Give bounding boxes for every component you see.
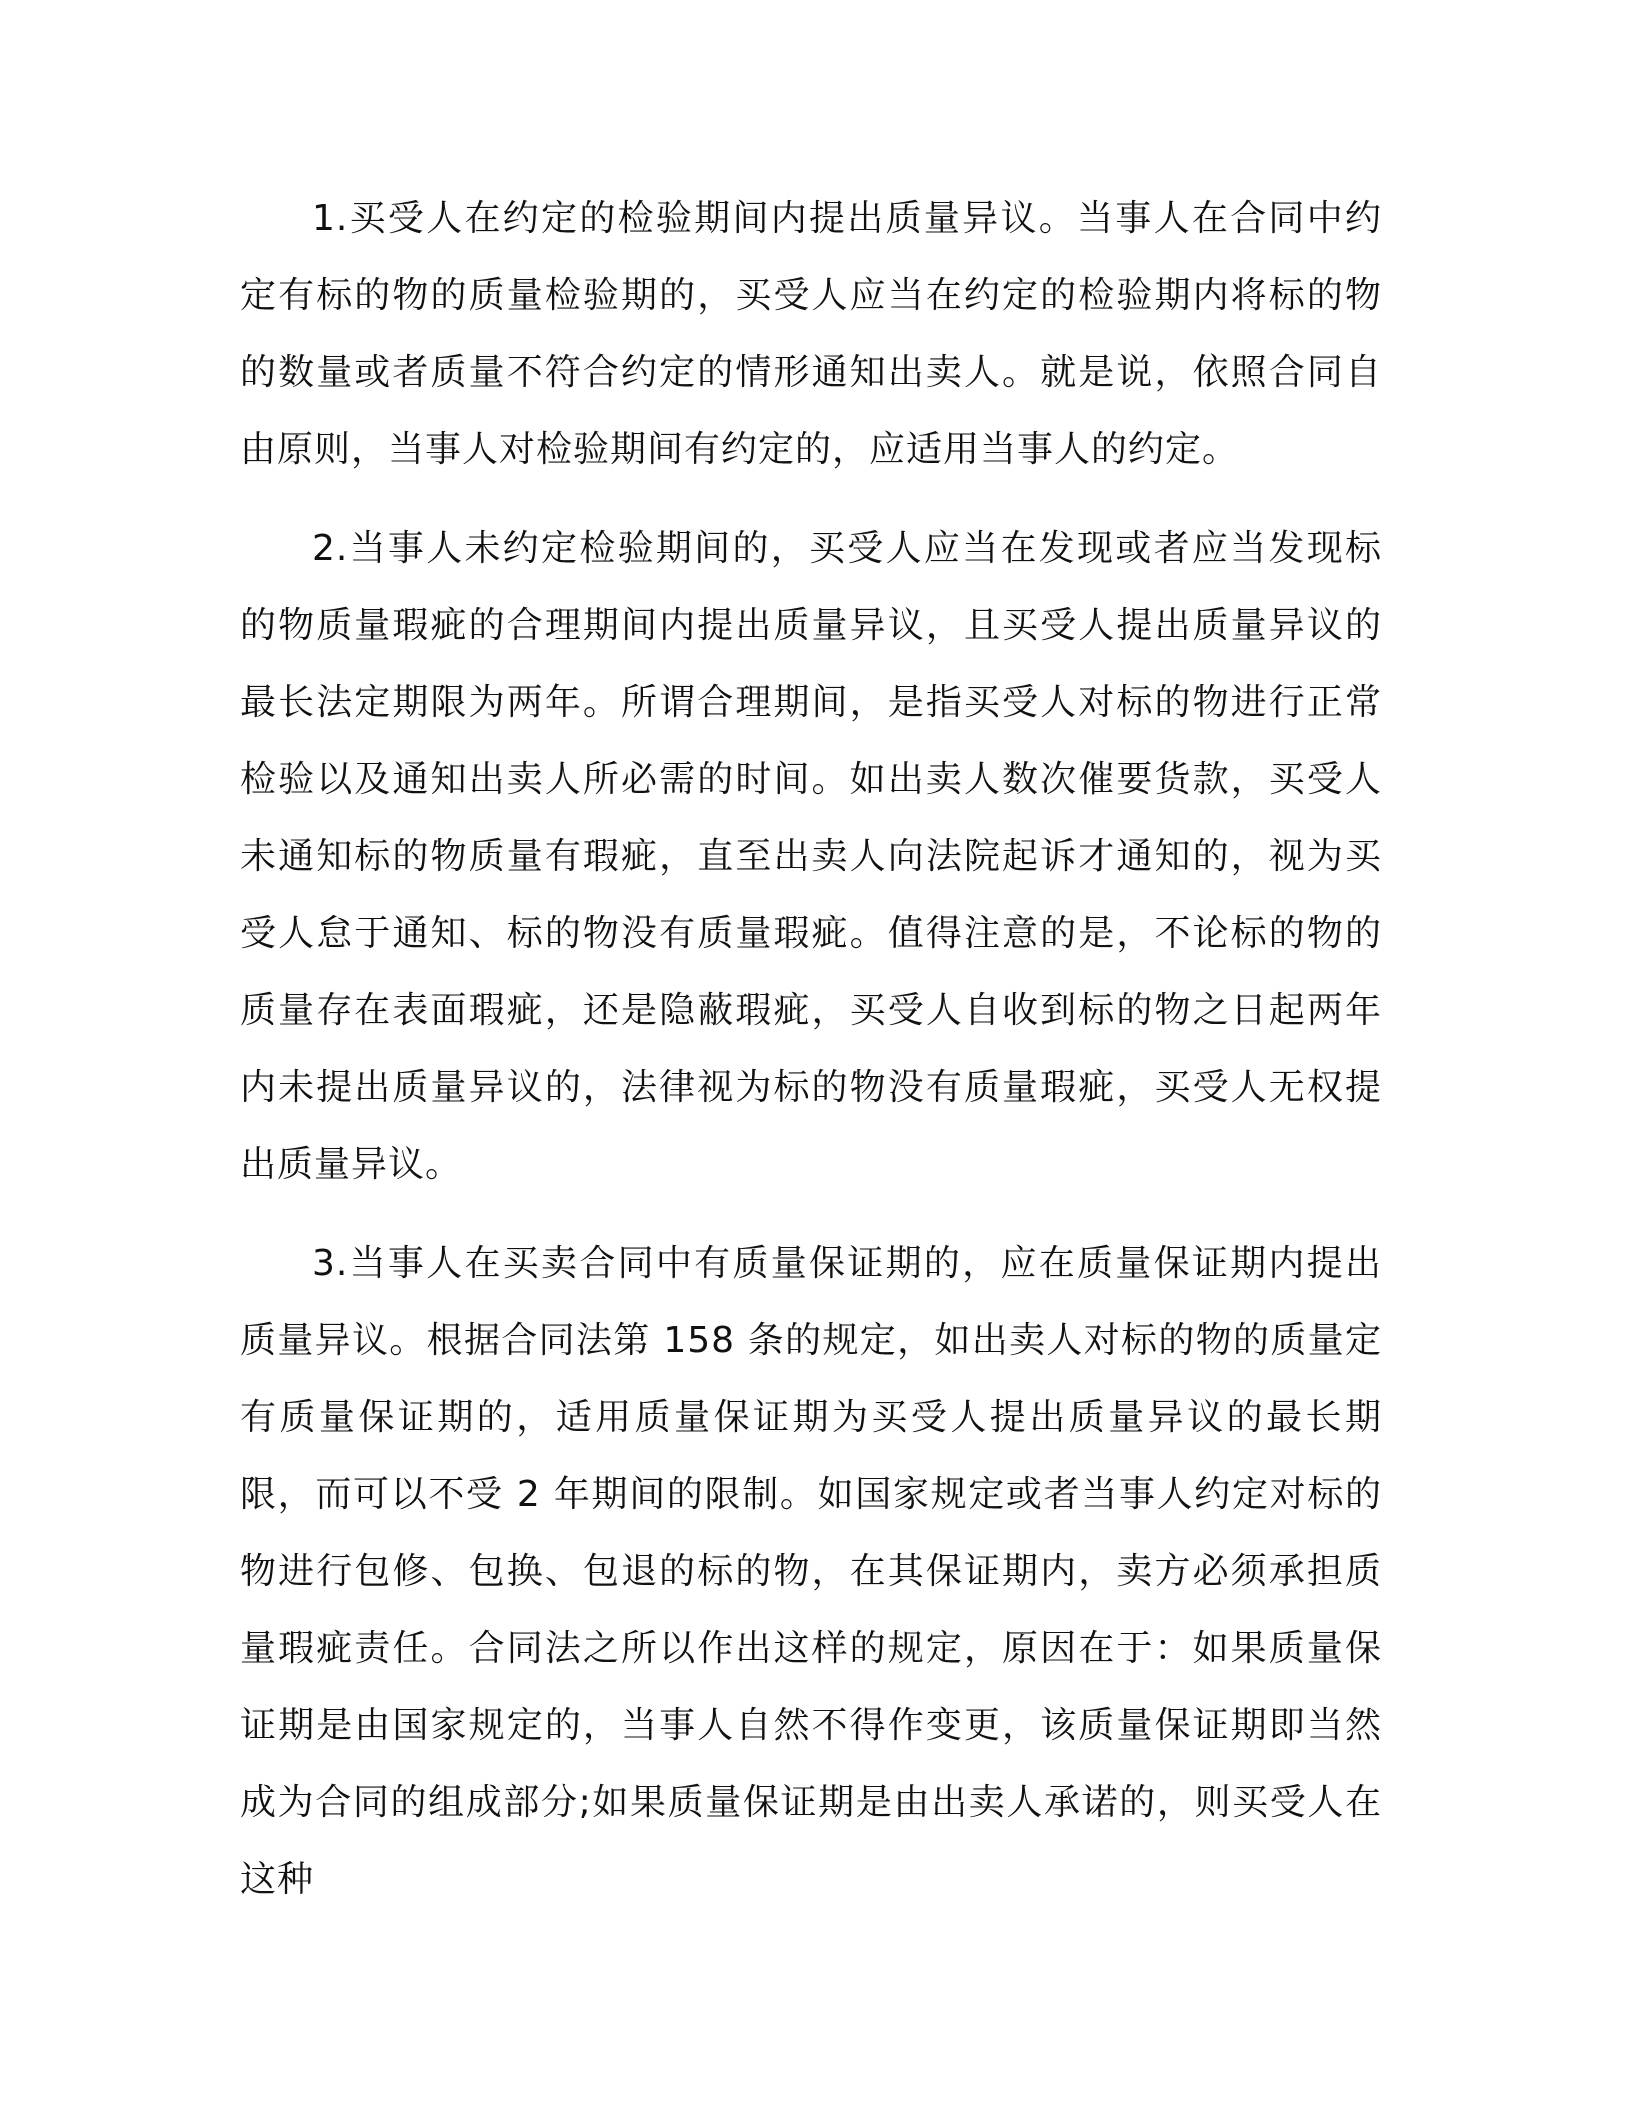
- paragraph-1: 1.买受人在约定的检验期间内提出质量异议。当事人在合同中约定有标的物的质量检验期的，买受人应当在约定的检验期内将标的物的数量或者质量不符合约定的情形通知出卖人。就是说，依照合同自由原则，当事人对检验期间有约定的，应适用当事人的约定。: [240, 198, 1382, 470]
- paragraph-2: 2.当事人未约定检验期间的，买受人应当在发现或者应当发现标的物质量瑕疵的合理期间内提出质量异议，且买受人提出质量异议的最长法定期限为两年。所谓合理期间，是指买受人对标的物进行正常检验以及通知出卖人所必需的时间。如出卖人数次催要货款，买受人未通知标的物质量有瑕疵，直至出卖人向法院起诉才通知的，视为买受人怠于通知、标的物没有质量瑕疵。值得注意的是，不论标的物的质量存在表面瑕疵，还是隐蔽瑕疵，买受人自收到标的物之日起两年内未提出质量异议的，法律视为标的物没有质量瑕疵，买受人无权提出质量异议。: [240, 528, 1382, 1185]
- paragraph-3: 3.当事人在买卖合同中有质量保证期的，应在质量保证期内提出质量异议。根据合同法第 158 条的规定，如出卖人对标的物的质量定有质量保证期的，适用质量保证期为买受人提出质量异议的最长期限，而可以不受 2 年期间的限制。如国家规定或者当事人约定对标的物进行包修、包换、包退的标的物，在其保证期内，卖方必须承担质量瑕疵责任。合同法之所以作出这样的规定，原因在于：如果质量保证期是由国家规定的，当事人自然不得作变更，该质量保证期即当然成为合同的组成部分;如果质量保证期是由出卖人承诺的，则买受人在这种: [240, 1243, 1382, 1900]
- document-body: [240, 180, 1382, 1940]
